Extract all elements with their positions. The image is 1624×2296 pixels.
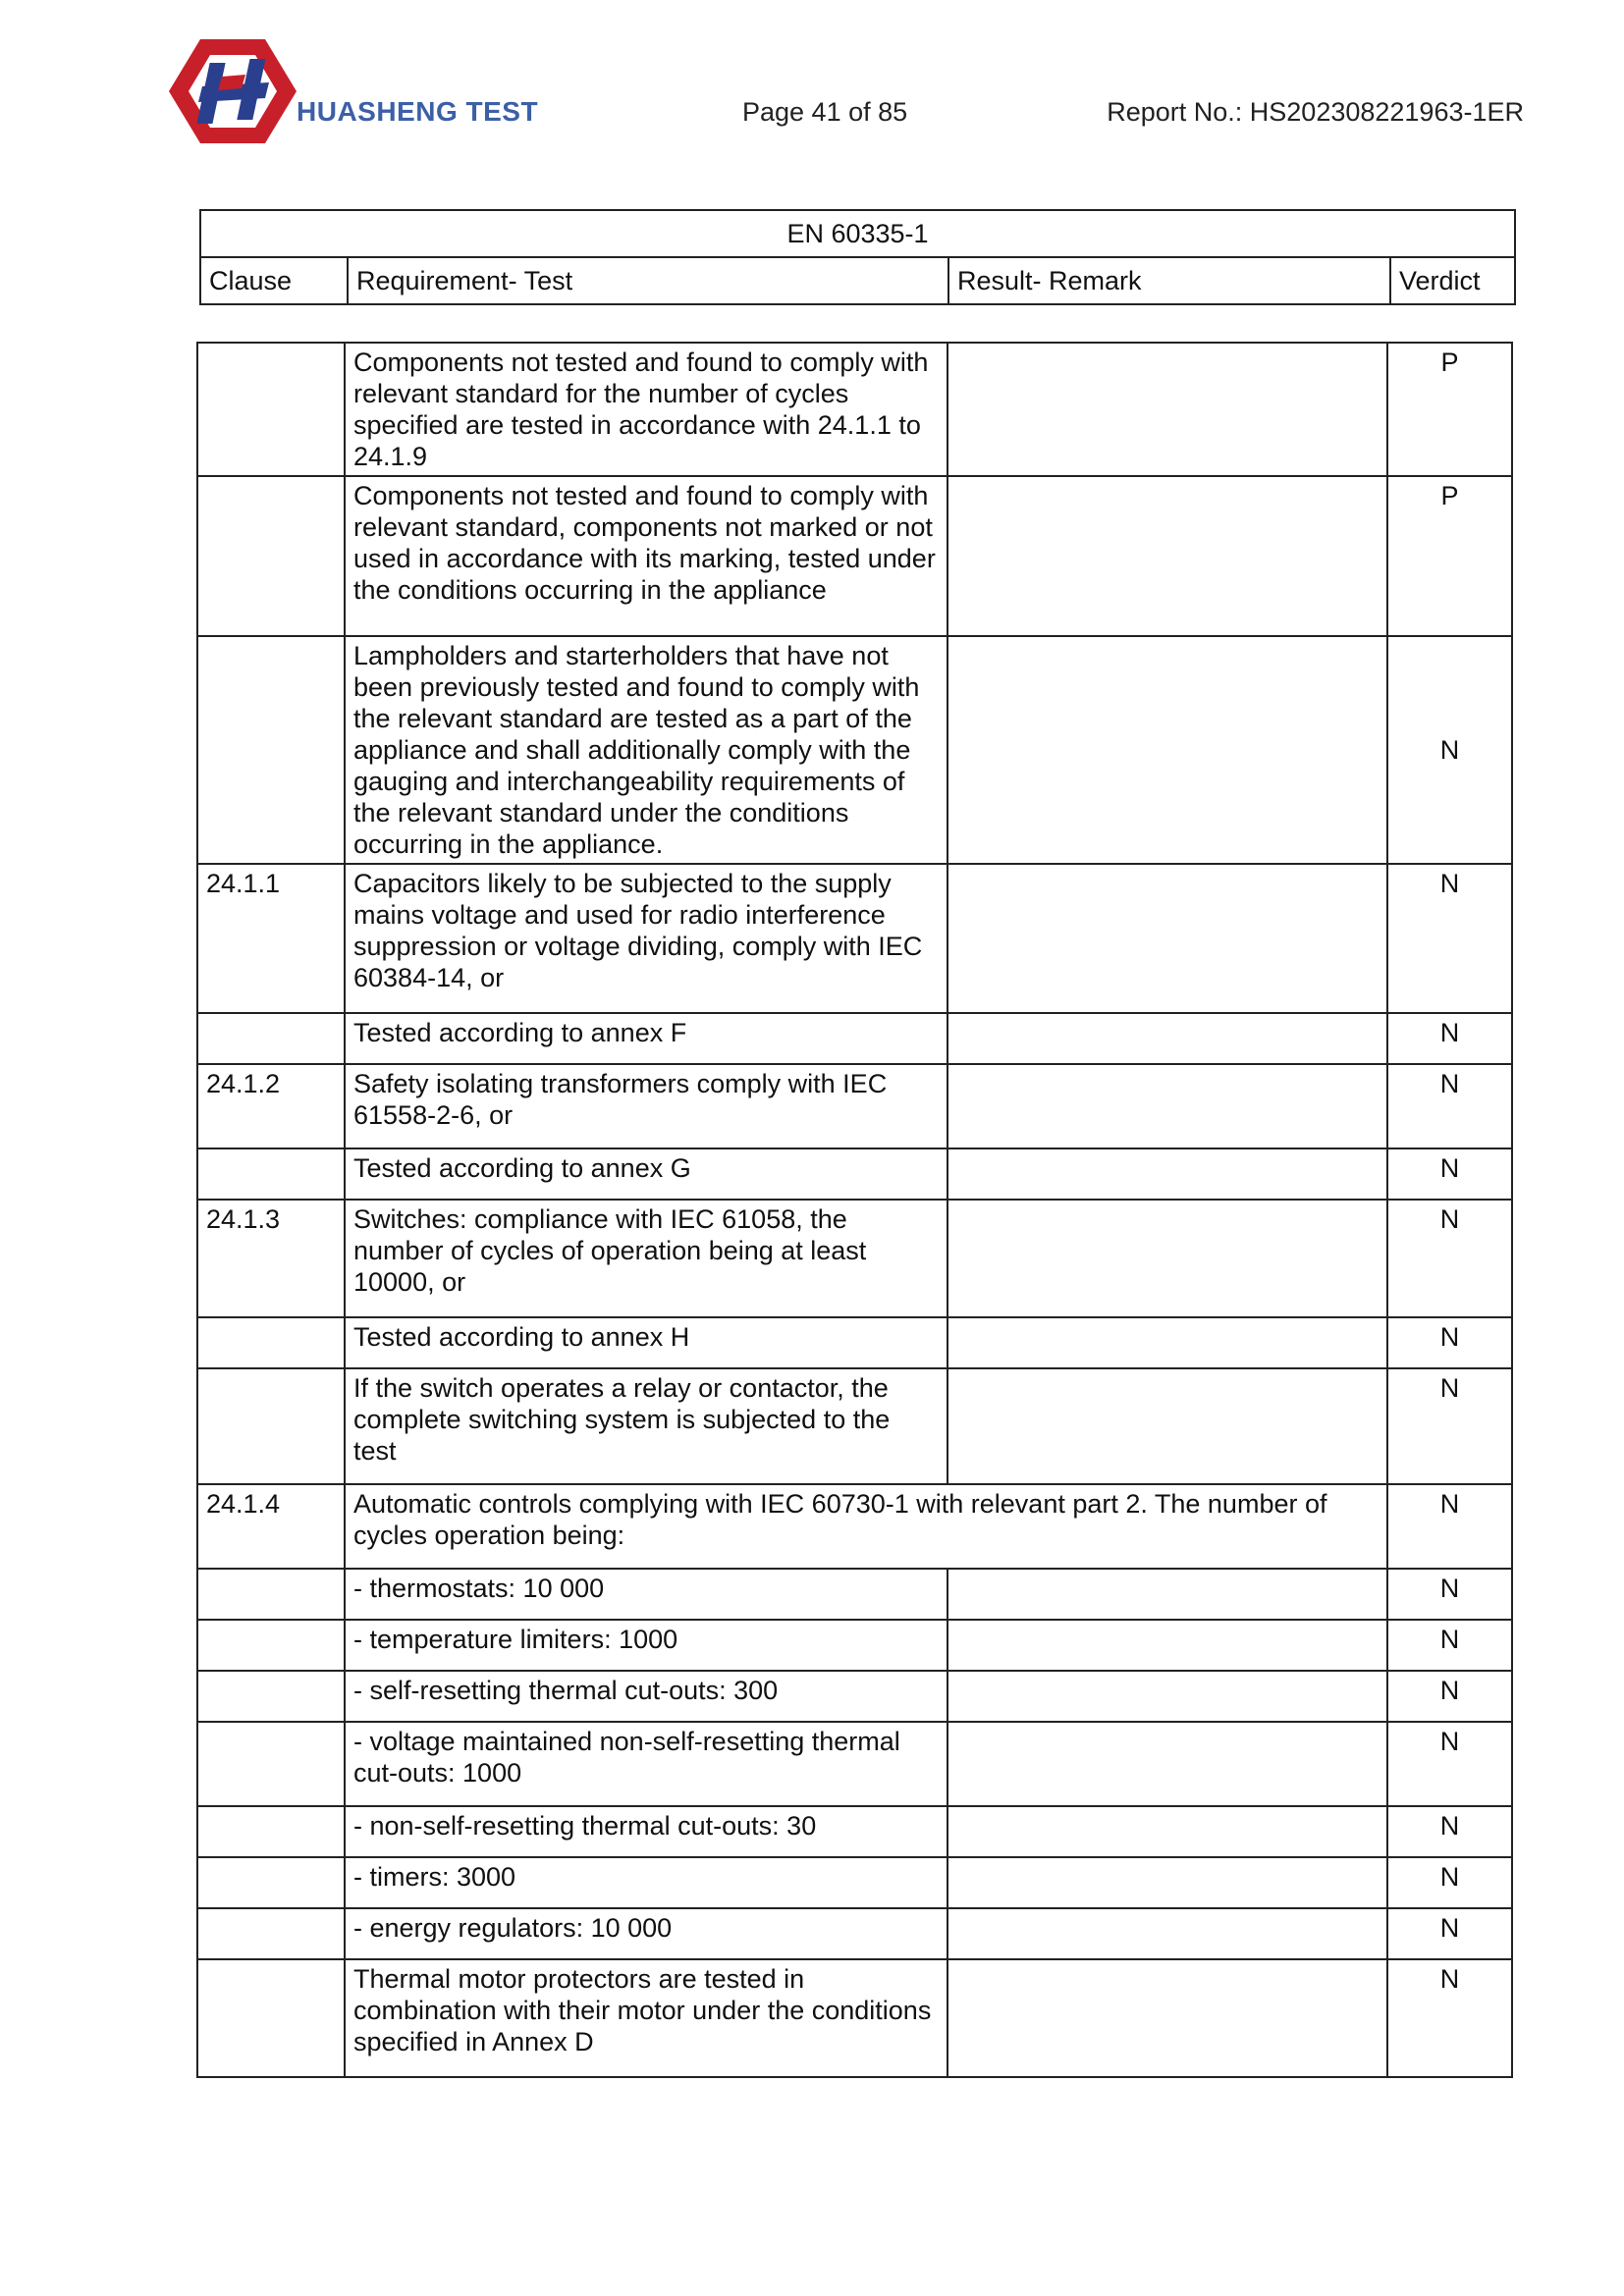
result-cell [947,1722,1387,1806]
verdict-cell: N [1387,1806,1512,1857]
requirement-cell: Lampholders and starterholders that have not been previously tested and found to comply with the relevant standard are tested as a part of the appliance and shall additionally comply with the gauging and interchangeability requirements of the relevant standard under the conditions occurring in the appliance. [345,636,947,864]
table-row [197,1959,1512,2077]
huasheng-logo-icon [163,33,300,149]
result-cell [947,1148,1387,1200]
verdict-cell: N [1387,1569,1512,1620]
verdict-cell: N [1387,1857,1512,1908]
page-header [0,0,1624,187]
result-cell [947,1013,1387,1064]
clause-cell: 24.1.4 [197,1484,345,1569]
column-header-row [200,257,1515,304]
result-cell [947,1671,1387,1722]
clause-cell [197,1148,345,1200]
clause-cell [197,1959,345,2077]
table-row [197,1806,1512,1857]
clause-cell [197,1368,345,1484]
requirement-cell: - voltage maintained non-self-resetting thermal cut-outs: 1000 [345,1722,947,1806]
table-row [197,1064,1512,1148]
verdict-cell: N [1387,1368,1512,1484]
result-cell [947,1317,1387,1368]
table-row [197,1671,1512,1722]
result-cell [947,1200,1387,1317]
clause-cell [197,1013,345,1064]
result-cell [947,864,1387,1013]
requirement-cell: - timers: 3000 [345,1857,947,1908]
clause-cell: 24.1.1 [197,864,345,1013]
verdict-cell: N [1387,1484,1512,1569]
result-cell [947,1620,1387,1671]
requirement-cell: Switches: compliance with IEC 61058, the number of cycles of operation being at least 10000, or [345,1200,947,1317]
requirement-cell: Safety isolating transformers comply with IEC 61558-2-6, or [345,1064,947,1148]
table-row [197,1857,1512,1908]
requirement-cell: Tested according to annex G [345,1148,947,1200]
brand-name: HUASHENG TEST [297,96,539,127]
clause-cell [197,1317,345,1368]
verdict-cell: N [1387,1317,1512,1368]
result-cell [947,1959,1387,2077]
table-row [197,1013,1512,1064]
col-requirement-header: Requirement- Test [348,257,948,304]
table-row [197,476,1512,636]
table-row [197,1908,1512,1959]
result-cell [947,476,1387,636]
table-row [197,864,1512,1013]
table-row [197,1620,1512,1671]
result-cell [947,1368,1387,1484]
clause-cell [197,1857,345,1908]
table-row [197,1148,1512,1200]
verdict-cell: P [1387,476,1512,636]
standard-title-row [200,210,1515,257]
report-number: Report No.: HS202308221963-1ER [1107,97,1524,127]
table-row [197,1484,1512,1569]
clause-cell [197,1569,345,1620]
verdict-cell: N [1387,1722,1512,1806]
clause-cell [197,343,345,476]
verdict-cell: N [1387,1200,1512,1317]
clause-cell [197,1671,345,1722]
requirement-cell: If the switch operates a relay or contactor, the complete switching system is subjected to the test [345,1368,947,1484]
col-verdict-header: Verdict [1390,257,1515,304]
table-row [197,1569,1512,1620]
requirement-cell: - thermostats: 10 000 [345,1569,947,1620]
table-row [197,1317,1512,1368]
requirement-cell: - self-resetting thermal cut-outs: 300 [345,1671,947,1722]
result-cell [947,636,1387,864]
table-row [197,636,1512,864]
requirement-cell: Components not tested and found to comply with relevant standard for the number of cycles specified are tested in accordance with 24.1.1 to 24.1.9 [345,343,947,476]
requirement-cell: Tested according to annex F [345,1013,947,1064]
standard-title: EN 60335-1 [200,210,1515,257]
verdict-cell: N [1387,864,1512,1013]
table-row [197,1722,1512,1806]
result-cell [947,1064,1387,1148]
requirement-cell: Capacitors likely to be subjected to the supply mains voltage and used for radio interference suppression or voltage dividing, comply with IEC 60384-14, or [345,864,947,1013]
verdict-cell: N [1387,1620,1512,1671]
col-clause-header: Clause [200,257,348,304]
requirement-cell: - non-self-resetting thermal cut-outs: 30 [345,1806,947,1857]
verdict-cell: N [1387,1148,1512,1200]
table-row [197,1368,1512,1484]
verdict-cell: N [1387,1959,1512,2077]
clause-cell [197,636,345,864]
table-row [197,1200,1512,1317]
clause-cell: 24.1.3 [197,1200,345,1317]
result-cell [947,1908,1387,1959]
clause-cell [197,1806,345,1857]
result-cell [947,343,1387,476]
clause-cell [197,1620,345,1671]
result-cell [947,1857,1387,1908]
verdict-cell: P [1387,343,1512,476]
table-row [197,343,1512,476]
verdict-cell: N [1387,636,1512,864]
clause-cell [197,1908,345,1959]
clause-table [196,342,1513,2078]
verdict-cell: N [1387,1013,1512,1064]
requirement-cell: Automatic controls complying with IEC 60730-1 with relevant part 2. The number of cycles operation being: [345,1484,1387,1569]
standard-header-table [199,209,1516,305]
clause-cell [197,476,345,636]
requirement-cell: - energy regulators: 10 000 [345,1908,947,1959]
requirement-cell: Tested according to annex H [345,1317,947,1368]
clause-cell: 24.1.2 [197,1064,345,1148]
verdict-cell: N [1387,1671,1512,1722]
verdict-cell: N [1387,1908,1512,1959]
verdict-cell: N [1387,1064,1512,1148]
requirement-cell: Components not tested and found to comply with relevant standard, components not marked or not used in accordance with its marking, tested under the conditions occurring in the appliance [345,476,947,636]
result-cell [947,1806,1387,1857]
requirement-cell: Thermal motor protectors are tested in combination with their motor under the conditions specified in Annex D [345,1959,947,2077]
requirement-cell: - temperature limiters: 1000 [345,1620,947,1671]
clause-cell [197,1722,345,1806]
result-cell [947,1569,1387,1620]
page-number: Page 41 of 85 [742,97,908,127]
col-result-header: Result- Remark [948,257,1390,304]
